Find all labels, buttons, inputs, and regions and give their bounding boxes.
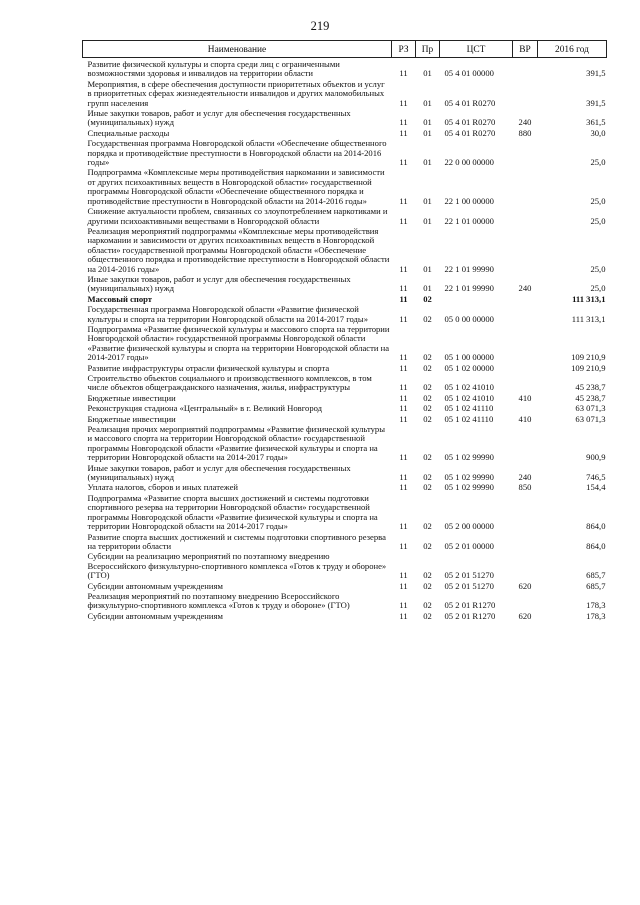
cell-pr: 02 [423,362,432,373]
cell-sum: 864,0 [586,540,606,551]
header-vr: ВР [513,41,538,58]
cell-rz: 11 [399,362,408,373]
cell-pr: 02 [423,472,432,483]
cell-vr [513,80,538,109]
cell-pr: 02 [423,521,432,532]
cell-sum: 63 071,3 [575,413,606,424]
cell-pr: 02 [423,570,432,581]
cell-rz: 11 [399,600,408,611]
cell-vr: 620 [518,580,532,591]
cell-vr [513,364,538,374]
cell-pr: 01 [423,263,432,274]
cell-rz: 11 [399,413,408,424]
cell-name: Субсидии автономным учреждениям [87,580,223,591]
cell-name: Подпрограмма «Развитие физической культуры и массового спорта на территории Новгородской области» государственной программы Новгородской области «Развитие физической культуры и спорта на территории Новгородской области на 2014-2017 годы» [87,323,390,363]
cell-sum: 154,4 [586,482,606,493]
cell-cst: 22 1 01 99990 [444,283,494,294]
cell-pr: 02 [423,482,432,493]
cell-name: Развитие спорта высших достижений и системы подготовки спортивного резерва на территории области [87,531,386,551]
cell-cst: 05 1 02 41010 [444,382,494,393]
cell-vr: 410 [518,392,532,403]
budget-table [82,40,607,622]
table-row [83,425,607,464]
cell-cst: 05 2 01 51270 [444,580,494,591]
cell-vr [513,139,538,168]
cell-rz: 11 [399,283,408,294]
cell-vr: 410 [518,413,532,424]
cell-vr [513,425,538,464]
cell-sum: 109 210,9 [571,362,606,373]
cell-rz: 11 [399,392,408,403]
cell-name: Строительство объектов социального и производственного комплексов, в том числе объектов общегражданского назначения, жилья, инфраструктуры [87,373,372,393]
table-row [83,494,607,533]
cell-cst: 22 1 01 99990 [444,263,494,274]
cell-name: Реконструкция стадиона «Центральный» в г. Великий Новгород [87,403,323,414]
cell-name: Массовый спорт [87,293,153,304]
cell-sum: 391,5 [586,68,606,79]
cell-sum: 111 313,1 [571,313,606,324]
cell-name: Субсидии на реализацию мероприятий по поэтапному внедрению Всероссийского физкультурно-спортивного комплекса «Готов к труду и обороне» (ГТО) [87,551,387,581]
cell-sum: 361,5 [586,117,606,128]
cell-sum: 25,0 [590,215,606,226]
cell-sum: 45 238,7 [575,392,606,403]
cell-cst: 05 1 02 41010 [444,392,494,403]
cell-rz: 11 [399,382,408,393]
cell-name: Иные закупки товаров, работ и услуг для обеспечения государственных (муниципальных) нужд [87,462,351,483]
cell-cst: 05 1 02 99990 [444,472,494,483]
cell-pr: 01 [423,157,432,168]
cell-sum: 111 313,1 [572,293,606,304]
cell-name: Снижение актуальности проблем, связанных со злоупотреблением наркотиками и другими психоактивными веществами в Новгородской области [87,206,388,226]
cell-cst [440,295,513,305]
cell-cst: 05 4 01 R0270 [444,127,496,138]
cell-rz: 11 [399,293,408,304]
table-row [83,612,607,622]
cell-cst: 05 2 01 R1270 [444,600,496,611]
cell-vr: 240 [518,472,532,483]
cell-sum: 25,0 [590,195,606,206]
table-row [83,374,607,394]
cell-pr: 02 [423,382,432,393]
cell-cst: 05 4 01 00000 [444,68,494,79]
cell-name: Развитие инфраструктуры отрасли физической культуры и спорта [87,362,330,373]
cell-name: Уплата налогов, сборов и иных платежей [87,482,239,493]
cell-pr: 02 [423,600,432,611]
header-pr: Пр [416,41,440,58]
cell-name: Бюджетные инвестиции [87,392,176,403]
cell-pr: 01 [423,195,432,206]
cell-rz: 11 [399,521,408,532]
table-row [83,325,607,364]
cell-vr [513,592,538,612]
cell-cst: 05 1 02 99990 [444,482,494,493]
cell-name: Реализация мероприятий по поэтапному внедрению Всероссийского физкультурно-спортивного комплекса «Готов к труду и обороне» (ГТО) [87,590,350,611]
cell-cst: 05 4 01 R0270 [444,117,496,128]
cell-pr: 02 [423,392,432,403]
cell-sum: 45 238,7 [575,382,606,393]
cell-vr: 240 [518,117,532,128]
cell-rz: 11 [399,215,408,226]
cell-rz: 11 [399,263,408,274]
cell-pr: 01 [423,283,432,294]
table-row [83,275,607,295]
table-row [83,207,607,227]
cell-vr [513,168,538,207]
cell-vr [513,494,538,533]
cell-cst: 05 2 01 00000 [444,540,494,551]
cell-vr [513,227,538,275]
cell-cst: 05 4 01 R0270 [444,97,496,108]
cell-pr: 02 [423,293,432,304]
cell-rz: 11 [399,157,408,168]
header-name: Наименование [83,41,392,58]
cell-pr: 01 [423,68,432,79]
cell-sum: 391,5 [586,97,606,108]
cell-rz: 11 [399,97,408,108]
cell-vr [513,533,538,553]
header-cst: ЦСТ [440,41,513,58]
cell-sum: 25,0 [590,263,606,274]
table-row [83,305,607,325]
cell-vr: 240 [518,283,532,294]
table-body [83,58,607,623]
table-row [83,533,607,553]
cell-cst: 05 2 01 51270 [444,570,494,581]
cell-pr: 02 [423,352,432,363]
cell-cst: 22 1 00 00000 [444,195,494,206]
cell-sum: 178,3 [586,600,606,611]
cell-rz: 11 [399,482,408,493]
cell-vr [513,207,538,227]
cell-vr: 880 [518,127,532,138]
cell-cst: 05 1 02 99990 [444,452,494,463]
cell-cst: 22 1 01 00000 [444,215,494,226]
cell-name: Иные закупки товаров, работ и услуг для обеспечения государственных (муниципальных) нужд [87,108,351,128]
cell-sum: 30,0 [590,127,606,138]
table-row [83,464,607,484]
cell-pr: 02 [423,610,432,621]
cell-pr: 02 [423,313,432,324]
cell-rz: 11 [399,195,408,206]
cell-sum: 25,0 [590,157,606,168]
cell-rz: 11 [399,570,408,581]
cell-sum: 178,3 [586,610,606,621]
cell-sum: 109 210,9 [571,352,606,363]
cell-cst: 05 1 02 41110 [444,403,494,414]
cell-rz: 11 [399,313,408,324]
cell-sum: 685,7 [586,580,606,591]
cell-rz: 11 [399,127,408,138]
table-row [83,592,607,612]
cell-rz: 11 [399,403,408,414]
cell-name: Реализация мероприятий подпрограммы «Комплексные меры противодействия наркомании и зависимости от других психоактивных веществ в Новгородской области» государственной программы Новгородской области «Обеспечение общественного порядка и противодействие преступности в Новгородской области на 2014-2016 годы» [87,225,390,274]
cell-cst: 05 0 00 00000 [444,313,494,324]
cell-sum: 746,5 [586,472,606,483]
cell-name: Реализация прочих мероприятий подпрограммы «Развитие физической культуры и массового спорта на территории Новгородской области» государственной программы Новгородской области «Развитие физической культуры и спорта на территории Новгородской области на 2014-2017 годы» [87,424,385,463]
cell-name: Подпрограмма «Развитие спорта высших достижений и системы подготовки спортивного резерва на территории Новгородской области» государственной программы Новгородской области «Развитие физической культуры и спорта на территории Новгородской области на 2014-2017 годы» [87,492,378,532]
cell-vr: 850 [518,482,532,493]
cell-name: Государственная программа Новгородской области «Обеспечение общественного порядка и противодействие преступности в Новгородской области на 2014-2016 годы» [87,138,387,168]
cell-rz: 11 [399,610,408,621]
table-row [83,139,607,168]
table-row [83,80,607,109]
header-year: 2016 год [538,41,607,58]
cell-rz: 11 [399,117,408,128]
cell-rz: 11 [399,68,408,79]
cell-pr: 01 [423,215,432,226]
cell-pr: 02 [423,452,432,463]
cell-vr [513,552,538,581]
cell-vr [513,325,538,364]
cell-vr [513,305,538,325]
table-header-row [83,41,607,58]
cell-name: Специальные расходы [87,127,170,138]
cell-vr [513,295,538,305]
cell-rz: 11 [399,580,408,591]
cell-name: Субсидии автономным учреждениям [87,610,223,621]
cell-cst: 05 2 00 00000 [444,521,494,532]
cell-sum: 900,9 [586,452,606,463]
table-row [83,109,607,129]
cell-cst: 05 1 02 41110 [444,413,494,424]
cell-name: Бюджетные инвестиции [87,413,176,424]
cell-pr: 02 [423,540,432,551]
cell-pr: 02 [423,413,432,424]
table-row [83,168,607,207]
cell-cst: 05 2 01 R1270 [444,610,496,621]
table-row [83,552,607,581]
cell-name: Подпрограмма «Комплексные меры противодействия наркомании и зависимости от других психоактивных веществ в Новгородской области» государственной программы Новгородской области «Обеспечение общественного порядка и противодействие преступности в Новгородской области на 2014-2016 годы» [87,167,385,206]
cell-cst: 05 1 00 00000 [444,352,494,363]
table-row [83,58,607,80]
cell-rz: 11 [399,452,408,463]
cell-rz: 11 [399,472,408,483]
cell-name: Иные закупки товаров, работ и услуг для обеспечения государственных (муниципальных) нужд [87,273,351,294]
cell-name: Развитие физической культуры и спорта среди лиц с ограниченными возможностями здоровья и инвалидов на территории области [87,59,340,79]
cell-pr: 02 [423,580,432,591]
cell-rz: 11 [399,352,408,363]
cell-vr [513,58,538,80]
cell-pr: 01 [423,127,432,138]
cell-name: Государственная программа Новгородской области «Развитие физической культуры и спорта на территории Новгородской области на 2014-2017 годы» [87,304,368,324]
cell-cst: 05 1 02 00000 [444,362,494,373]
cell-vr: 620 [518,610,532,621]
cell-sum: 864,0 [586,521,606,532]
cell-rz: 11 [399,540,408,551]
cell-vr [513,374,538,394]
cell-sum: 25,0 [590,283,606,294]
cell-cst: 22 0 00 00000 [444,157,494,168]
table-row [83,227,607,275]
header-rz: РЗ [392,41,416,58]
cell-pr: 02 [423,403,432,414]
cell-sum: 63 071,3 [575,403,606,414]
page-number: 219 [310,19,330,33]
cell-name: Мероприятия, в сфере обеспечения доступности приоритетных объектов и услуг в приоритетных сферах жизнедеятельности инвалидов и других маломобильных групп населения [87,78,385,108]
cell-sum: 685,7 [586,570,606,581]
cell-pr: 01 [423,97,432,108]
cell-pr: 01 [423,117,432,128]
